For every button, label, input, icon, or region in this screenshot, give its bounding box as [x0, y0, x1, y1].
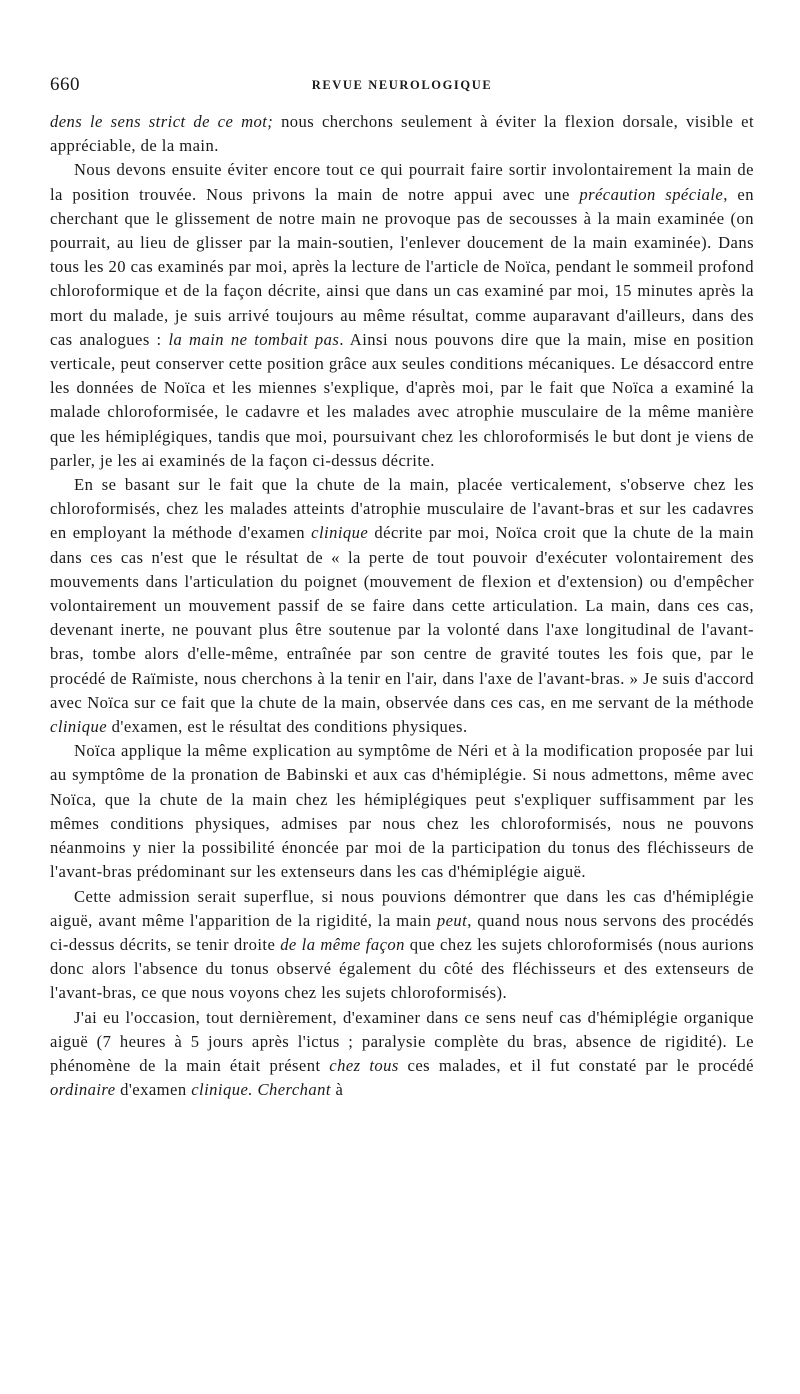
- emphasis-text: ordinaire: [50, 1080, 116, 1100]
- article-body: [50, 110, 754, 1102]
- emphasis-text: clinique: [311, 523, 369, 543]
- paragraph-text: d'examen, est le résultat des conditions physiques.: [107, 717, 468, 737]
- paragraph: [50, 158, 754, 473]
- paragraph-text: J'ai eu l'occasion, tout dernièrement, d'examiner dans ce sens neuf cas d'hémiplégie organique aiguë (7 heures à 5 jours après l'ictus ; paralysie complète du bras, absence de rigidité). Le phénomène de la main était présent: [50, 1007, 754, 1075]
- paragraph-text: décrite par moi, Noïca croit que la chute de la main dans ces cas n'est que le résultat de « la perte de tout pouvoir d'exécuter volontairement des mouvements dans l'articulation du poignet (mouvement de flexion et d'extension) ou d'empêcher volontairement un mouvement passif de se faire dans cette articulation. La main, dans ces cas, devenant inerte, ne pouvant plus être soutenue par la volonté dans l'axe longitudinal de l'avant-bras, tombe alors d'elle-même, entraînée par son centre de gravité toutes les fois que, par le procédé de Raïmiste, nous cherchons à la tenir en l'air, dans l'axe de l'avant-bras. » Je suis d'accord avec Noïca sur ce fait que la chute de la main, observée dans ces cas, en me servant de la méthode: [50, 523, 754, 712]
- emphasis-text: de la même façon: [280, 934, 405, 954]
- emphasis-text: précaution spéciale: [579, 184, 724, 204]
- emphasis-text: chez tous: [329, 1055, 399, 1075]
- paragraph-text: , en cherchant que le glissement de notre main ne provoque pas de secousses à la main examinée (on pourrait, au lieu de glisser par la main-soutien, l'enlever doucement de la main examinée). Dans tous les 20 cas examinés par moi, après la lecture de l'article de Noïca, pendant le sommeil profond chloroformique et de la façon décrite, ainsi que dans un cas examiné par moi, 15 minutes après la mort du malade, je suis arrivé toujours au même résultat, comme auparavant d'ailleurs, dans des cas analogues :: [50, 184, 754, 349]
- paragraph: [50, 885, 754, 1006]
- paragraph-text: . Ainsi nous pouvons dire que la main, mise en position verticale, peut conserver cette position grâce aux seules conditions mécaniques. Le désaccord entre les données de Noïca et les miennes s'explique, d'après moi, par le fait que Noïca a examiné la malade chloroformisée, le cadavre et les malades avec atrophie musculaire de la même manière que les hémiplégiques, tandis que moi, poursuivant chez les chloroformisés le but dont je viens de parler, je les ai examinés de la façon ci-dessus décrite.: [50, 329, 754, 470]
- paragraph-text: que chez les sujets chloroformisés (nous aurions donc alors l'absence du tonus observé également du côté des fléchisseurs et des extenseurs de l'avant-bras, ce que nous voyons chez les sujets chloroformisés).: [50, 934, 754, 1003]
- paragraph-text: d'examen: [115, 1080, 192, 1100]
- paragraph: [50, 739, 754, 884]
- page-header: [50, 72, 754, 102]
- emphasis-text: dens le sens strict de ce mot;: [50, 112, 274, 131]
- paragraph-text: En se basant sur le fait que la chute de la main, placée verticalement, s'observe chez les chloroformisés, chez les malades atteints d'atrophie musculaire de l'avant-bras et sur les cadavres en employant la méthode d'examen: [50, 475, 754, 543]
- paragraph: [50, 1006, 754, 1103]
- paragraph: [50, 473, 754, 739]
- paragraph-text: Cette admission serait superflue, si nous pouvions démontrer que dans les cas d'hémiplégie aiguë, avant même l'apparition de la rigidité, la main: [50, 886, 754, 930]
- emphasis-text: clinique. Cherchant: [191, 1080, 331, 1100]
- page-number: 660: [50, 74, 80, 95]
- journal-page: [50, 0, 754, 1394]
- paragraph-text: ces malades, et il fut constaté par le procédé: [398, 1055, 754, 1075]
- paragraph-text: , quand nous nous servons des procédés ci-dessus décrits, se tenir droite: [50, 910, 754, 954]
- emphasis-text: peut: [436, 910, 468, 930]
- emphasis-text: la main ne tombait pas: [168, 329, 340, 349]
- paragraph-text: Nous devons ensuite éviter encore tout ce qui pourrait faire sortir involontairement la main de la position trouvée. Nous privons la main de notre appui avec une: [50, 160, 754, 204]
- paragraph-text: nous cherchons seulement à éviter la flexion dorsale, visible et appréciable, de la main.: [50, 112, 755, 156]
- paragraph-text: Noïca applique la même explication au symptôme de Néri et à la modification proposée par lui au symptôme de la pronation de Babinski et aux cas d'hémiplégie. Si nous admettons, même avec Noïca, que la chute de la main chez les hémiplégiques peut s'expliquer suffisamment par les mêmes conditions physiques, admises par nous chez les chloroformisés, nous ne pouvons néanmoins y nier la possibilité énoncée par moi de la participation du tonus des fléchisseurs de l'avant-bras prédominant sur les extenseurs dans les cas d'hémiplégie aiguë.: [50, 741, 754, 882]
- paragraph: [50, 110, 754, 158]
- running-title: REVUE NEUROLOGIQUE: [311, 78, 493, 92]
- emphasis-text: clinique: [50, 717, 108, 737]
- paragraph-text: à: [330, 1080, 344, 1100]
